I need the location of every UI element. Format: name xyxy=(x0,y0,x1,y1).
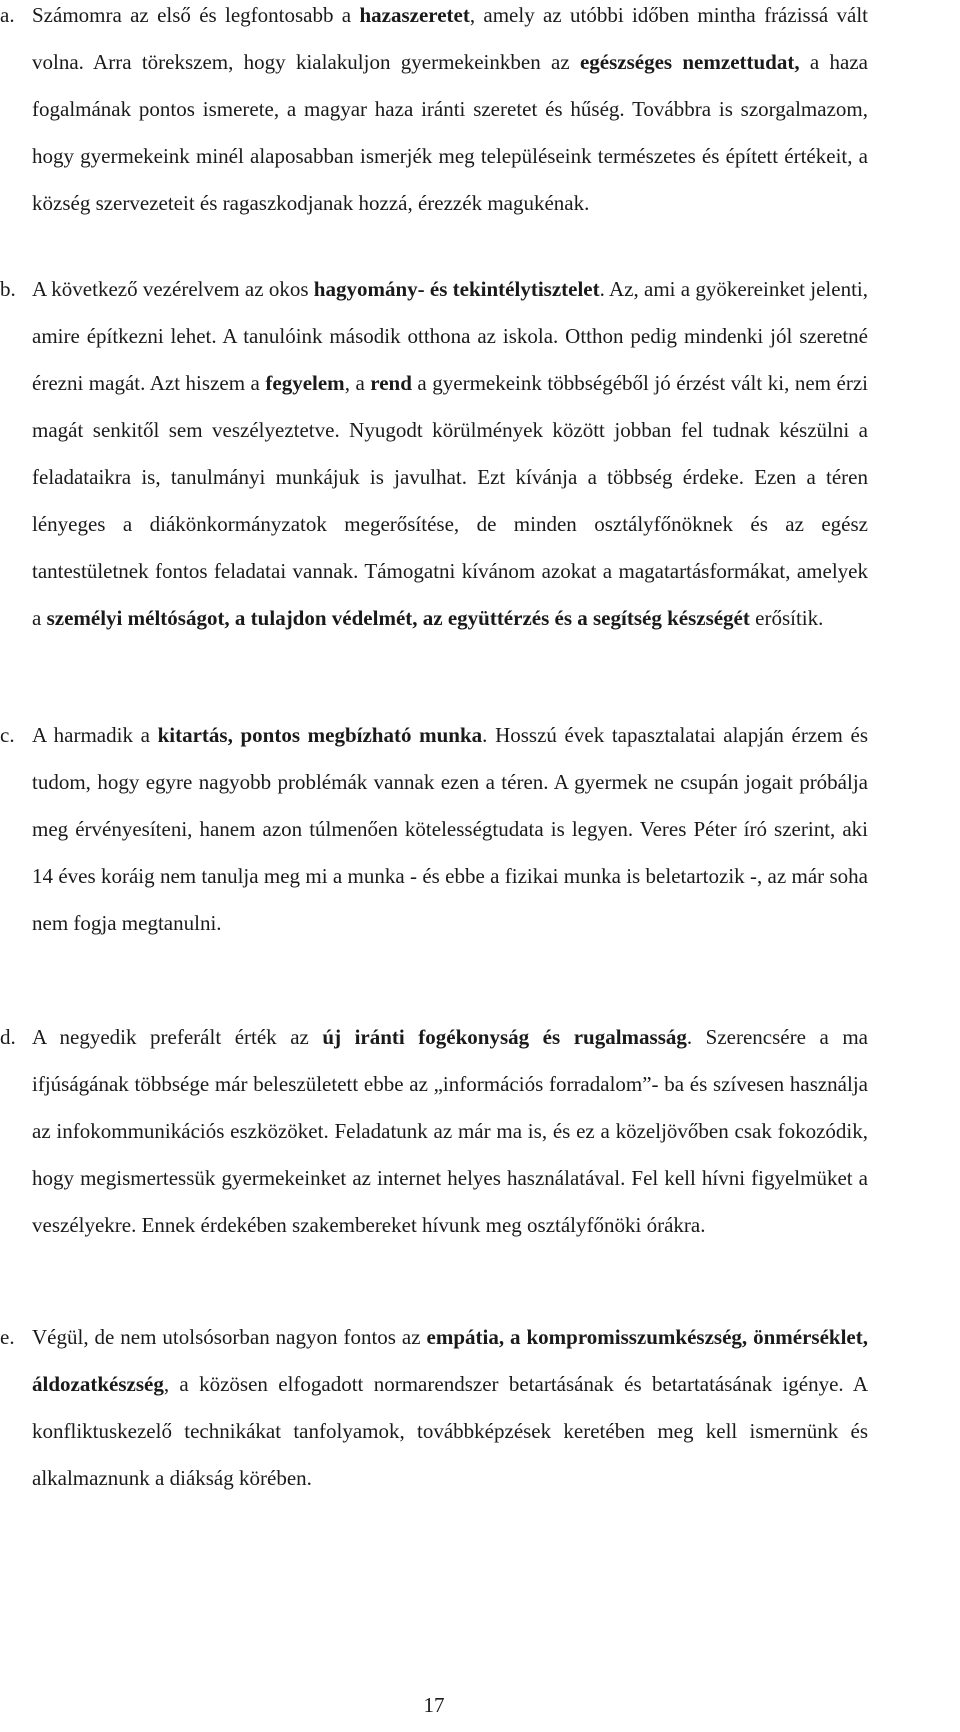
text-run: erősítik. xyxy=(749,606,824,630)
bold-text-run: hazaszeretet xyxy=(359,3,470,27)
list-item-a xyxy=(0,0,900,227)
bold-text-run: fegyelem xyxy=(265,371,345,395)
text-run: , a közösen elfogadott normarendszer betartásának és betartatásának igénye. A konfliktuskezelő technikákat tanfolyamok, továbbképzések keretében meg kell ismernünk és alkalmaznunk a diákság körében. xyxy=(32,1372,868,1490)
text-run: a gyermekeink többségéből jó érzést vált ki, nem érzi magát senkitől sem veszélyeztetve. Nyugodt körülmények között jobban fel tudnak készülni a feladataikra is, tanulmányi munkájuk is javulhat. Ezt kívánja a többség érdeke. Ezen a téren lényeges a diákönkormányzatok megerősítése, de minden osztályfőnöknek és az egész tantestületnek fontos feladatai vannak. Támogatni kívánom azokat a magatartásformákat, amelyek a xyxy=(32,371,868,630)
text-run: A negyedik preferált érték az xyxy=(32,1025,323,1049)
text-run: . Szerencsére a ma ifjúságának többsége már beleszületett ebbe az „információs forradalom”- ba és szívesen használja az infokommunikációs eszközöket. Feladatunk az már ma is, és ez a közeljövőben csak fokozódik, hogy megismertessük gyermekeinket az internet helyes használatával. Fel kell hívni figyelmüket a veszélyekre. Ennek érdekében szakembereket hívunk meg osztályfőnöki órákra. xyxy=(32,1025,868,1237)
bold-text-run: egészséges nemzettudat, xyxy=(579,50,800,74)
text-run: , a xyxy=(344,371,371,395)
list-marker: b. xyxy=(0,277,16,301)
bold-text-run: kitartás, pontos megbízható munka xyxy=(157,723,483,747)
paragraph xyxy=(32,1014,868,1249)
text-run: a haza fogalmának pontos ismerete, a magyar haza iránti szeretet és hűség. Továbbra is szorgalmazom, hogy gyermekeink minél alaposabban ismerjék meg településeink természetes és épített értékeit, a község szervezeteit és ragaszkodjanak hozzá, érezzék magukénak. xyxy=(32,50,868,215)
list-marker: e. xyxy=(0,1325,15,1349)
paragraph xyxy=(32,266,868,642)
paragraph xyxy=(32,1314,868,1502)
text-run: A következő vezérelvem az okos xyxy=(32,277,314,301)
list-item-e xyxy=(0,1314,900,1502)
text-run: . Az, ami a gyökereinket jelenti, amire építkezni lehet. A tanulóink második otthona az iskola. Otthon pedig mindenki jól szeretné érezni magát. Azt hiszem a xyxy=(32,277,869,395)
bold-text-run: személyi méltóságot, a tulajdon védelmét, az együttérzés és a segítség készségét xyxy=(46,606,750,630)
paragraph xyxy=(32,712,868,947)
list-marker: d. xyxy=(0,1025,16,1049)
list-marker: c. xyxy=(0,723,15,747)
bold-text-run: rend xyxy=(370,371,412,395)
text-run: A harmadik a xyxy=(32,723,158,747)
text-run: , amely az utóbbi időben mintha frázissá vált volna. Arra törekszem, hogy kialakuljon gyermekeinkben az xyxy=(32,3,868,74)
page-number: 17 xyxy=(423,1693,445,1717)
text-run: Számomra az első és legfontosabb a xyxy=(32,3,360,27)
list-item-b xyxy=(0,266,900,642)
bold-text-run: új iránti fogékonyság és rugalmasság xyxy=(322,1025,687,1049)
list-item-c xyxy=(0,712,900,947)
text-run: Végül, de nem utolsósorban nagyon fontos az xyxy=(32,1325,427,1349)
text-run: . Hosszú évek tapasztalatai alapján érzem és tudom, hogy egyre nagyobb problémák vannak ezen a téren. A gyermek ne csupán jogait próbálja meg érvényesíteni, hanem azon túlmenően kötelességtudata is legyen. Veres Péter író szerint, aki 14 éves koráig nem tanulja meg mi a munka - és ebbe a fizikai munka is beletartozik -, az már soha nem fogja megtanulni. xyxy=(32,723,868,935)
bold-text-run: hagyomány- és tekintélytisztelet xyxy=(313,277,600,301)
bold-text-run: empátia, a kompromisszumkészség, önmérséklet, áldozatkészség xyxy=(32,1325,869,1396)
paragraph xyxy=(32,0,868,227)
list-marker: a. xyxy=(0,3,15,27)
list-item-d xyxy=(0,1014,900,1249)
